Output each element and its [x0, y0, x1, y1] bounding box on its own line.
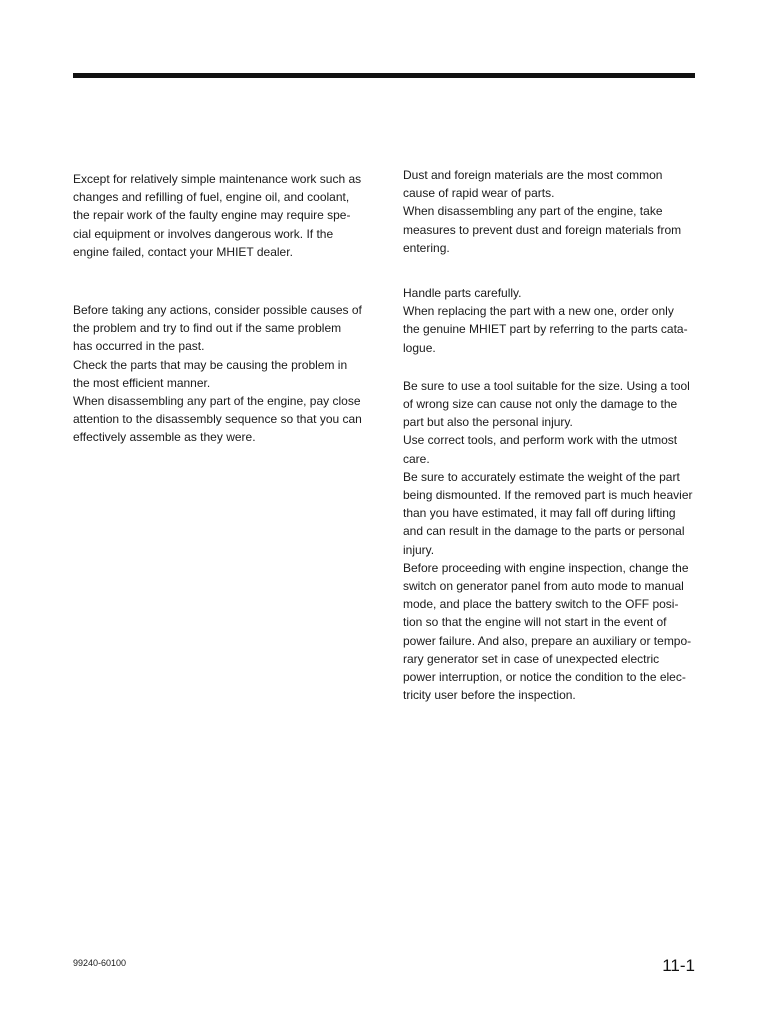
left-paragraph-2: Before taking any actions, consider possible causes of the problem and try to find out if the same problem has occurred in the past. Check the parts that may be causing the problem in the most efficient manner. When disassembling any part of the engine, pay close attention to the disassembly sequence so that you can effectively assemble as they were. [73, 303, 362, 445]
right-paragraph-2: Handle parts carefully. When replacing the part with a new one, order only the genuine MHIET part by referring to the parts cata- logue. [403, 286, 688, 355]
document-number: 99240-60100 [73, 958, 127, 968]
left-column [73, 170, 369, 447]
right-column [403, 166, 699, 704]
right-paragraph-1: Dust and foreign materials are the most common cause of rapid wear of parts. When disassembling any part of the engine, take measures to prevent dust and foreign materials from entering. [403, 168, 682, 255]
page-number: 11-1 [662, 956, 695, 975]
left-paragraph-1: Except for relatively simple maintenance work such as changes and refilling of fuel, engine oil, and coolant, the repair work of the faulty engine may require spe- cial equipment or involves dangerous work. If the engine failed, contact your MHIET dealer. [73, 172, 362, 259]
right-paragraph-3: Be sure to use a tool suitable for the size. Using a tool of wrong size can cause not only the damage to the part but also the personal injury. Use correct tools, and perform work with the utmost care. Be sure to accurately estimate the weight of the part being dismounted. If the removed part is much heavier than you have estimated, it may fall off during lifting and can result in the damage to the parts or personal injury. Before proceeding with engine inspection, change the switch on generator panel from auto mode to manual mode, and place the battery switch to the OFF posi- tion so that the engine will not start in the event of power failure. And also, prepare an auxiliary or tempo- rary generator set in case of unexpected electric power interruption, or notice the condition to the elec- tricity user before the inspection. [403, 378, 693, 703]
header-rule [73, 73, 695, 78]
